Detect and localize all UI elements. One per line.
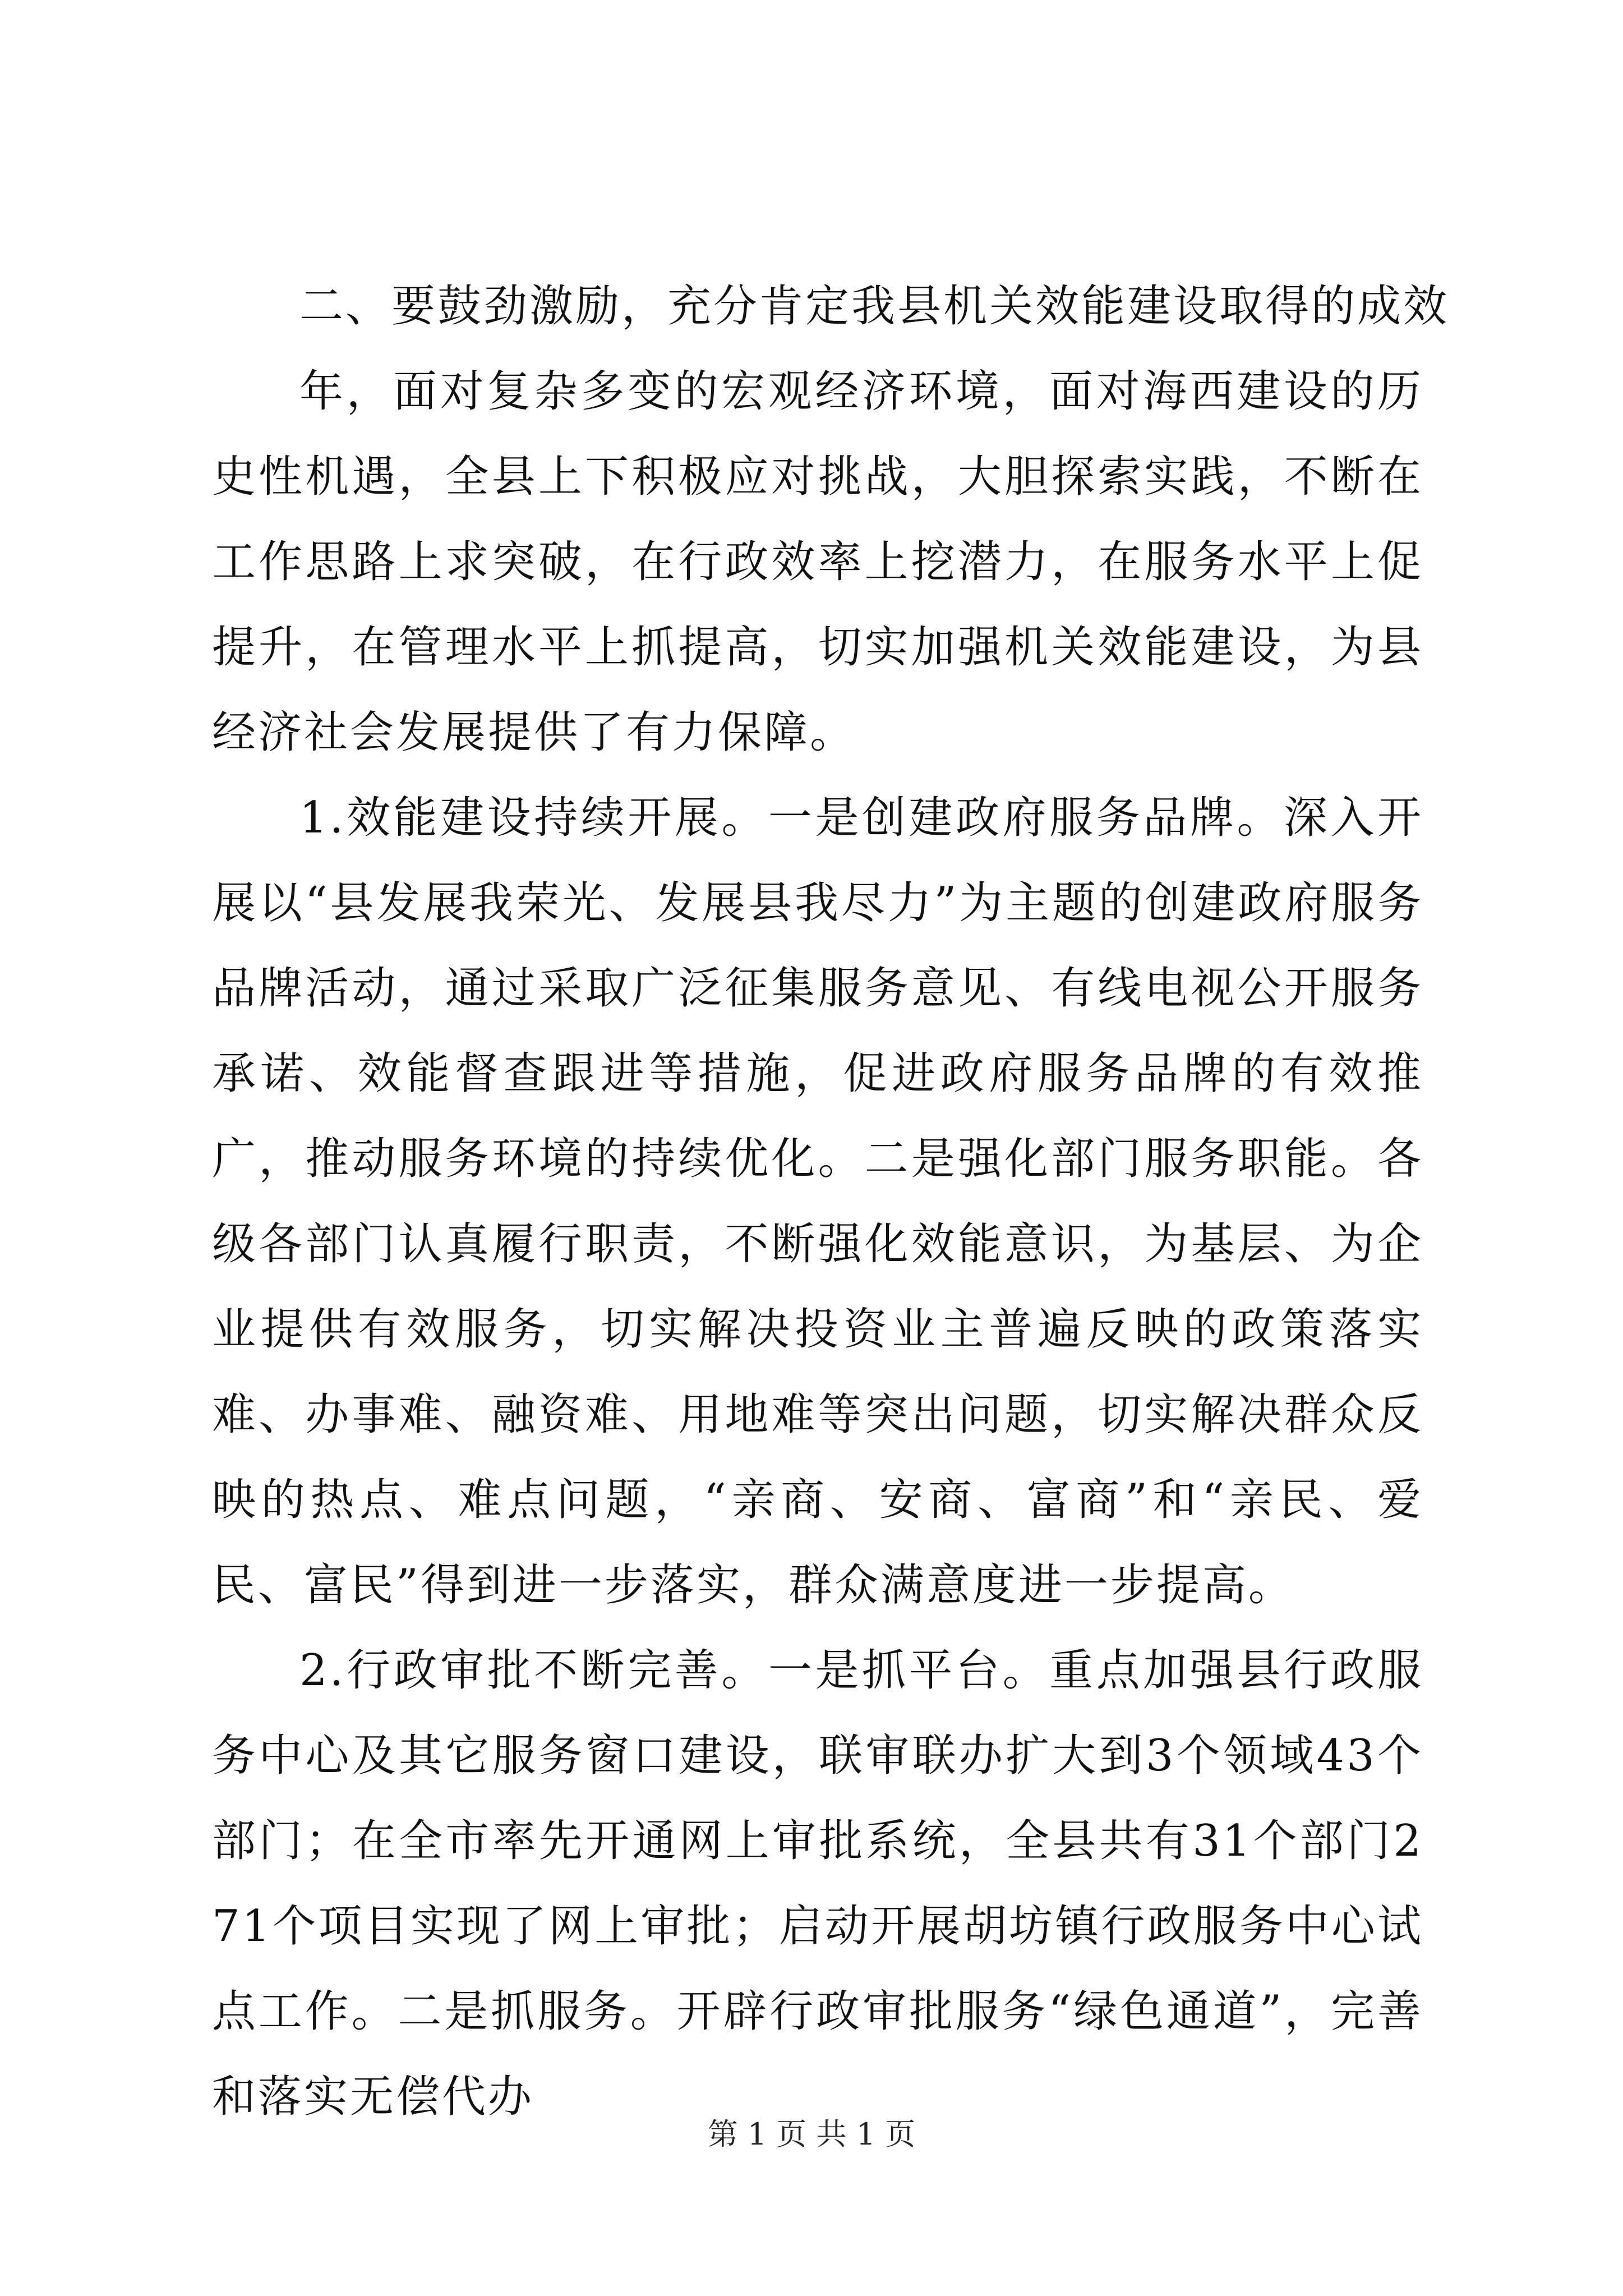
paragraph-efficiency-building: 1.效能建设持续开展。一是创建政府服务品牌。深入开展以“县发展我荣光、发展县我尽力”为主题的创建政府服务品牌活动，通过采取广泛征集服务意见、有线电视公开服务承诺、效能督查跟进等措施，促进政府服务品牌的有效推广，推动服务环境的持续优化。二是强化部门服务职能。各级各部门认真履行职责，不断强化效能意识，为基层、为企业提供有效服务，切实解决投资业主普遍反映的政策落实难、办事难、融资难、用地难等突出问题，切实解决群众反映的热点、难点问题，“亲商、安商、富商”和“亲民、爱民、富民”得到进一步落实，群众满意度进一步提高。	[212, 793, 1423, 1611]
paragraph-intro: 年，面对复杂多变的宏观经济环境，面对海西建设的历史性机遇，全县上下积极应对挑战，大胆探索实践，不断在工作思路上求突破，在行政效率上挖潜力，在服务水平上促提升，在管理水平上抓提高，切实加强机关效能建设，为县经济社会发展提供了有力保障。	[212, 366, 1423, 758]
section-heading: 二、要鼓劲激励，充分肯定我县机关效能建设取得的成效	[299, 281, 1450, 332]
document-body	[212, 264, 1450, 2139]
paragraph-administrative-approval: 2.行政审批不断完善。一是抓平台。重点加强县行政服务中心及其它服务窗口建设，联审联办扩大到3个领域43个部门；在全市率先开通网上审批系统，全县共有31个部门271个项目实现了网上审批；启动开展胡坊镇行政服务中心试点工作。二是抓服务。开辟行政审批服务“绿色通道”，完善和落实无偿代办	[212, 1645, 1423, 2122]
page-footer: 第 1 页 共 1 页	[707, 2116, 916, 2152]
